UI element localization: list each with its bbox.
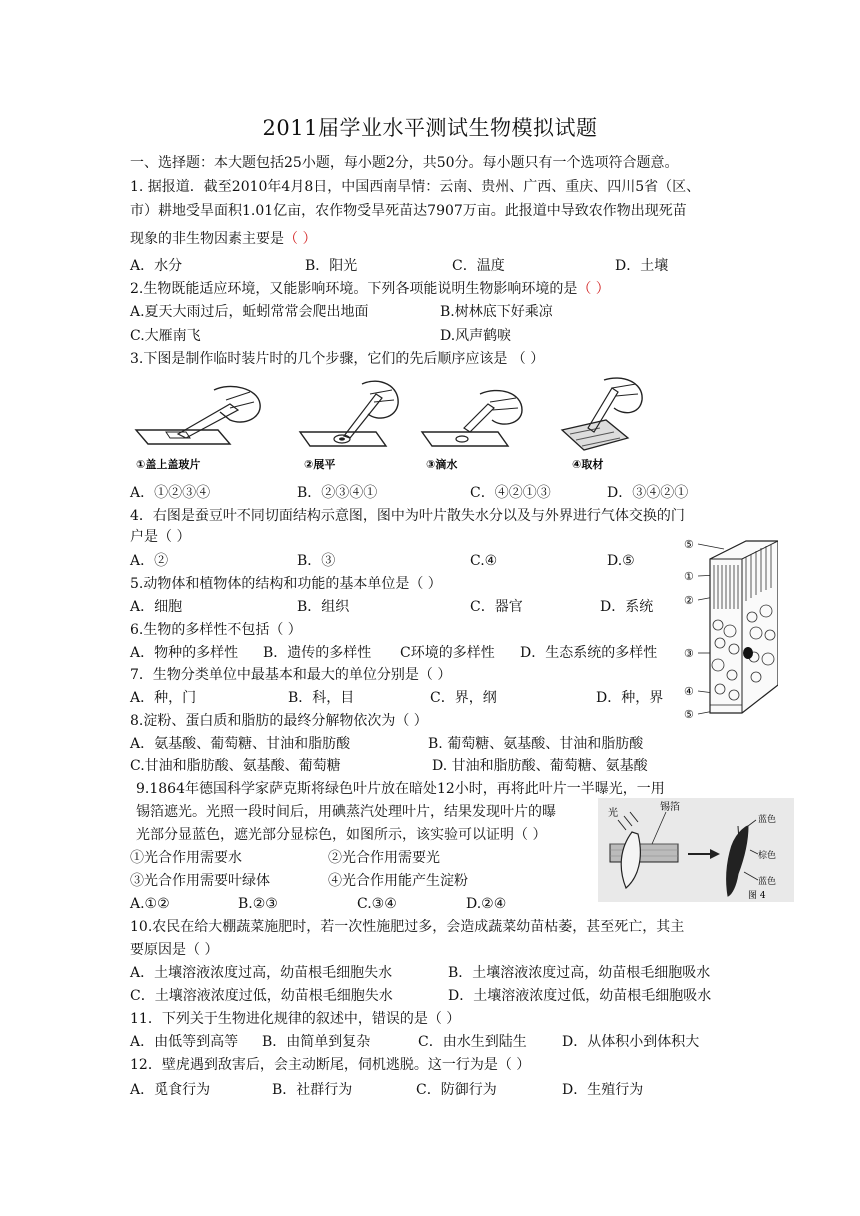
q5-option-c: C．器官 <box>470 599 523 615</box>
step3-drawing <box>422 391 522 446</box>
q12-option-d: D．生殖行为 <box>562 1082 644 1098</box>
q2-option-d: D.风声鹤唳 <box>440 328 512 344</box>
q5-option-b: B．组织 <box>297 599 350 615</box>
q4-option-b: B．③ <box>297 553 336 569</box>
step4-caption: ④取材 <box>572 458 604 471</box>
q8-option-d: D. 甘油和脂肪酸、葡萄糖、氨基酸 <box>432 758 648 774</box>
q11-stem: 11．下列关于生物进化规律的叙述中，错误的是（ ） <box>130 1011 461 1027</box>
fig-number: 图 4 <box>748 891 766 901</box>
q7-option-d: D．种，界 <box>596 690 664 706</box>
q3-option-a: A．①②③④ <box>130 485 211 501</box>
leaf-label-4: ④ <box>684 685 694 698</box>
q2-option-b: B.树林底下好乘凉 <box>440 304 553 320</box>
q4-line1: 4．右图是蚕豆叶不同切面结构示意图，图中为叶片散失水分以及与外界进行气体交换的门 <box>130 508 685 524</box>
q7-option-a: A．种，门 <box>130 690 197 706</box>
q1-line2: 市）耕地受旱面积1.01亿亩，农作物受旱死苗达7907万亩。此报道中导致农作物出现死苗 <box>130 203 687 219</box>
step4-drawing <box>562 378 642 450</box>
q12-stem: 12．壁虎遇到敌害后，会主动断尾，伺机逃脱。这一行为是（ ） <box>130 1057 531 1073</box>
q9-statement-3: ③光合作用需要叶绿体 <box>130 873 270 889</box>
q4-option-d: D.⑤ <box>607 553 635 569</box>
q11-option-d: D．从体积小到体积大 <box>562 1034 700 1050</box>
step1-drawing <box>136 386 260 444</box>
q9-line3: 光部分显蓝色，遮光部分显棕色，如图所示，该实验可以证明（ ） <box>136 827 547 843</box>
fig-label-brown: 棕色 <box>758 851 777 861</box>
leaf-label-5-bottom: ⑤ <box>684 708 694 721</box>
fig-label-blue-top: 蓝色 <box>758 815 777 825</box>
q6-option-d: D．生态系统的多样性 <box>520 645 658 661</box>
q1-line1: 1. 据报道．截至2010年4月8日，中国西南旱情：云南、贵州、广西、重庆、四川5省（区、 <box>130 179 701 195</box>
q1-line3: 现象的非生物因素主要是（ ） <box>130 231 317 247</box>
leaf-label-1: ① <box>684 570 694 583</box>
q8-option-c: C.甘油和脂肪酸、氨基酸、葡萄糖 <box>130 758 341 774</box>
q12-option-b: B．社群行为 <box>272 1082 353 1098</box>
q4-line2: 户是（ ） <box>130 529 191 545</box>
page-title: 2011届学业水平测试生物模拟试题 <box>262 116 598 140</box>
q2-option-a: A.夏天大雨过后，蚯蚓常常会爬出地面 <box>130 304 369 320</box>
step3-caption: ③滴水 <box>426 458 458 471</box>
q2-option-c: C.大雁南飞 <box>130 328 201 344</box>
fig-label-light: 光 <box>608 808 618 819</box>
q3-option-c: C．④②①③ <box>470 485 551 501</box>
q10-line2: 要原因是（ ） <box>130 942 219 958</box>
fig-label-blue-bottom: 蓝色 <box>758 877 777 887</box>
q4-option-a: A．② <box>130 553 169 569</box>
q8-stem: 8.淀粉、蛋白质和脂肪的最终分解物依次为（ ） <box>130 713 428 729</box>
q1-option-a: A．水分 <box>130 258 183 274</box>
q7-stem: 7．生物分类单位中最基本和最大的单位分别是（ ） <box>130 667 452 683</box>
q4-option-c: C.④ <box>470 553 498 569</box>
q10-option-a: A．土壤溶液浓度过高，幼苗根毛细胞失水 <box>130 965 393 981</box>
q8-option-b: B. 葡萄糖、氨基酸、甘油和脂肪酸 <box>428 736 644 752</box>
q2-answer-paren: （ ） <box>577 281 610 297</box>
q9-option-b: B.②③ <box>238 896 278 912</box>
q1-answer-paren: （ ） <box>284 231 317 247</box>
leaf-label-2: ② <box>684 594 694 607</box>
q5-stem: 5.动物体和植物体的结构和功能的基本单位是（ ） <box>130 576 442 592</box>
q1-option-c: C．温度 <box>452 258 505 274</box>
q5-option-d: D．系统 <box>600 599 654 615</box>
leaf-vein <box>743 647 753 659</box>
q9-option-c: C.③④ <box>357 896 397 912</box>
q9-line2: 锡箔遮光。光照一段时间后，用碘蒸汽处理叶片，结果发现叶片的曝 <box>136 804 556 820</box>
q11-option-c: C．由水生到陆生 <box>418 1034 527 1050</box>
step2-caption: ②展平 <box>304 458 336 471</box>
section-heading: 一、选择题：本大题包括25小题，每小题2分，共50分。每小题只有一个选项符合题意。 <box>130 155 679 171</box>
leaf-experiment-figure <box>598 798 794 902</box>
q3-option-d: D．③④②① <box>607 485 689 501</box>
q9-statement-4: ④光合作用能产生淀粉 <box>328 873 468 889</box>
q8-option-a: A．氨基酸、葡萄糖、甘油和脂肪酸 <box>130 736 351 752</box>
q9-option-a: A.①② <box>130 896 170 912</box>
q10-option-c: C．土壤溶液浓度过低，幼苗根毛细胞失水 <box>130 988 393 1004</box>
q1-option-b: B．阳光 <box>305 258 358 274</box>
q10-option-d: D．土壤溶液浓度过低，幼苗根毛细胞吸水 <box>448 988 712 1004</box>
q2-stem: 2.生物既能适应环境，又能影响环境。下列各项能说明生物影响环境的是（ ） <box>130 281 610 297</box>
q12-option-c: C．防御行为 <box>416 1082 497 1098</box>
q3-option-b: B．②③④① <box>297 485 378 501</box>
q1-option-d: D．土壤 <box>615 258 669 274</box>
leaf-label-3: ③ <box>684 647 694 660</box>
q6-stem: 6.生物的多样性不包括（ ） <box>130 622 302 638</box>
q11-option-b: B．由简单到复杂 <box>262 1034 371 1050</box>
leaf-section-figure <box>684 535 778 725</box>
q7-option-b: B．科，目 <box>288 690 355 706</box>
q7-option-c: C．界，纲 <box>430 690 497 706</box>
q6-option-c: C环境的多样性 <box>400 645 495 661</box>
step2-drawing <box>300 381 398 446</box>
q10-line1: 10.农民在给大棚蔬菜施肥时，若一次性施肥过多，会造成蔬菜幼苗枯萎，甚至死亡，其主 <box>130 919 685 935</box>
q9-option-d: D.②④ <box>466 896 507 912</box>
fig-label-foil: 锡箔 <box>660 802 680 813</box>
q3-stem: 3.下图是制作临时装片时的几个步骤，它们的先后顺序应该是 （ ） <box>130 351 545 367</box>
q9-statement-2: ②光合作用需要光 <box>328 850 440 866</box>
q6-option-b: B．遗传的多样性 <box>263 645 372 661</box>
q10-option-b: B．土壤溶液浓度过高，幼苗根毛细胞吸水 <box>448 965 711 981</box>
q9-statement-1: ①光合作用需要水 <box>130 850 242 866</box>
leaf-label-5-top: ⑤ <box>684 538 694 551</box>
slide-steps-figure <box>130 374 690 474</box>
q12-option-a: A．觅食行为 <box>130 1082 211 1098</box>
q9-line1: 9.1864年德国科学家萨克斯将绿色叶片放在暗处12小时，再将此叶片一半曝光，一用 <box>136 781 665 797</box>
q5-option-a: A．细胞 <box>130 599 183 615</box>
q6-option-a: A．物种的多样性 <box>130 645 239 661</box>
step1-caption: ①盖上盖玻片 <box>136 458 201 471</box>
q11-option-a: A．由低等到高等 <box>130 1034 239 1050</box>
